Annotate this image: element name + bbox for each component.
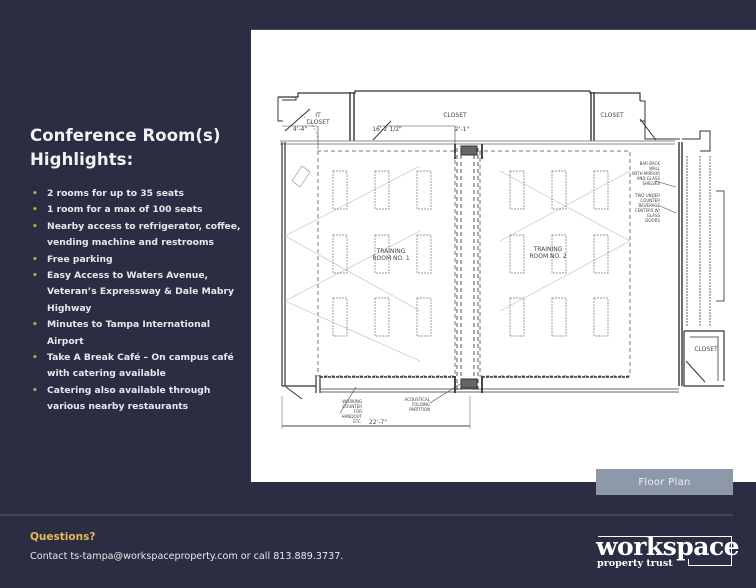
room1-label-2: ROOM NO. 1 bbox=[372, 255, 410, 262]
list-item: • Nearby access to refrigerator, coffee, vending machine and restrooms bbox=[32, 220, 241, 249]
bullet-icon: • bbox=[32, 254, 38, 265]
list-item: • 1 room for a max of 100 seats bbox=[30, 202, 245, 218]
room2-label: TRAINING bbox=[533, 246, 563, 253]
closet-top-right-label: CLOSET bbox=[600, 112, 624, 119]
it-closet-label: IT bbox=[315, 112, 321, 119]
dimension-label: 16'-2 1/2" bbox=[372, 126, 402, 133]
svg-text:WALL: WALL bbox=[649, 166, 660, 171]
list-item: • Take A Break Café – On campus café with catering available bbox=[32, 352, 234, 380]
svg-text:BEVERAGE: BEVERAGE bbox=[638, 203, 660, 208]
svg-text:FOR: FOR bbox=[353, 409, 362, 414]
svg-text:GLASS: GLASS bbox=[646, 213, 660, 218]
room1-label: TRAINING bbox=[376, 248, 406, 255]
svg-text:CENTERS W/: CENTERS W/ bbox=[634, 208, 660, 213]
dimension-label: 22'-7" bbox=[368, 419, 388, 426]
svg-text:DOORS: DOORS bbox=[645, 218, 660, 223]
svg-text:SHELVES: SHELVES bbox=[642, 181, 660, 186]
list-item: • Easy Access to Waters Avenue, Veteran’s Expressway & Dale Mabry Highway bbox=[32, 270, 235, 314]
highlights-list bbox=[30, 186, 245, 416]
svg-text:BAR BACK: BAR BACK bbox=[639, 161, 660, 166]
room2-label-2: ROOM NO. 2 bbox=[529, 253, 567, 260]
list-item: • Minutes to Tampa International Airport bbox=[32, 319, 210, 347]
heading-line-2: Highlights: bbox=[30, 150, 134, 169]
svg-text:ACOUSTICAL: ACOUSTICAL bbox=[404, 397, 430, 402]
svg-text:AND GLASS: AND GLASS bbox=[636, 176, 660, 181]
it-closet-label-2: CLOSET bbox=[306, 119, 330, 126]
logo-wordmark: workspace bbox=[596, 532, 740, 561]
svg-text:ETC.: ETC. bbox=[353, 419, 362, 424]
svg-text:COUNTER: COUNTER bbox=[640, 198, 660, 203]
footer-divider bbox=[0, 514, 733, 516]
bullet-icon: • bbox=[32, 320, 38, 331]
svg-text:WORKING: WORKING bbox=[342, 399, 362, 404]
heading-line-1: Conference Room(s) bbox=[30, 126, 221, 145]
list-item: • Free parking bbox=[30, 252, 245, 268]
workspace-logo bbox=[596, 532, 740, 570]
floor-plan-image bbox=[251, 29, 756, 482]
bullet-icon: • bbox=[32, 385, 38, 396]
floor-plan-drawing bbox=[251, 30, 756, 482]
bullet-icon: • bbox=[32, 189, 38, 199]
dimension-label: 4'-4" bbox=[292, 126, 308, 133]
contact-text: Contact ts-tampa@workspaceproperty.com or call 813.889.3737. bbox=[30, 551, 344, 562]
svg-text:TWO UNDER: TWO UNDER bbox=[634, 193, 660, 198]
list-item: • 2 rooms for up to 35 seats bbox=[30, 186, 245, 202]
questions-title: Questions? bbox=[30, 531, 96, 543]
svg-text:WITH MIRROR: WITH MIRROR bbox=[632, 171, 660, 176]
closet-bottom-right-label: CLOSET bbox=[694, 346, 718, 353]
bullet-icon: • bbox=[32, 353, 38, 364]
bullet-icon: • bbox=[32, 221, 38, 232]
bullet-icon: • bbox=[32, 205, 38, 216]
svg-text:COUNTER: COUNTER bbox=[342, 404, 362, 409]
dimension-label: 2'-1" bbox=[454, 126, 470, 133]
logo-subtitle: property trust bbox=[597, 558, 673, 569]
highlights-heading bbox=[30, 124, 245, 172]
list-item: • Catering also available through various nearby restaurants bbox=[32, 384, 211, 413]
floor-plan-button[interactable]: Floor Plan bbox=[596, 469, 733, 495]
highlights-panel bbox=[30, 124, 245, 416]
closet-top-label: CLOSET bbox=[443, 112, 467, 119]
svg-text:HANDOUT: HANDOUT bbox=[341, 414, 362, 419]
svg-text:PARTITION: PARTITION bbox=[409, 407, 430, 412]
svg-text:FOLDING: FOLDING bbox=[411, 402, 430, 407]
bullet-icon: • bbox=[32, 271, 38, 282]
